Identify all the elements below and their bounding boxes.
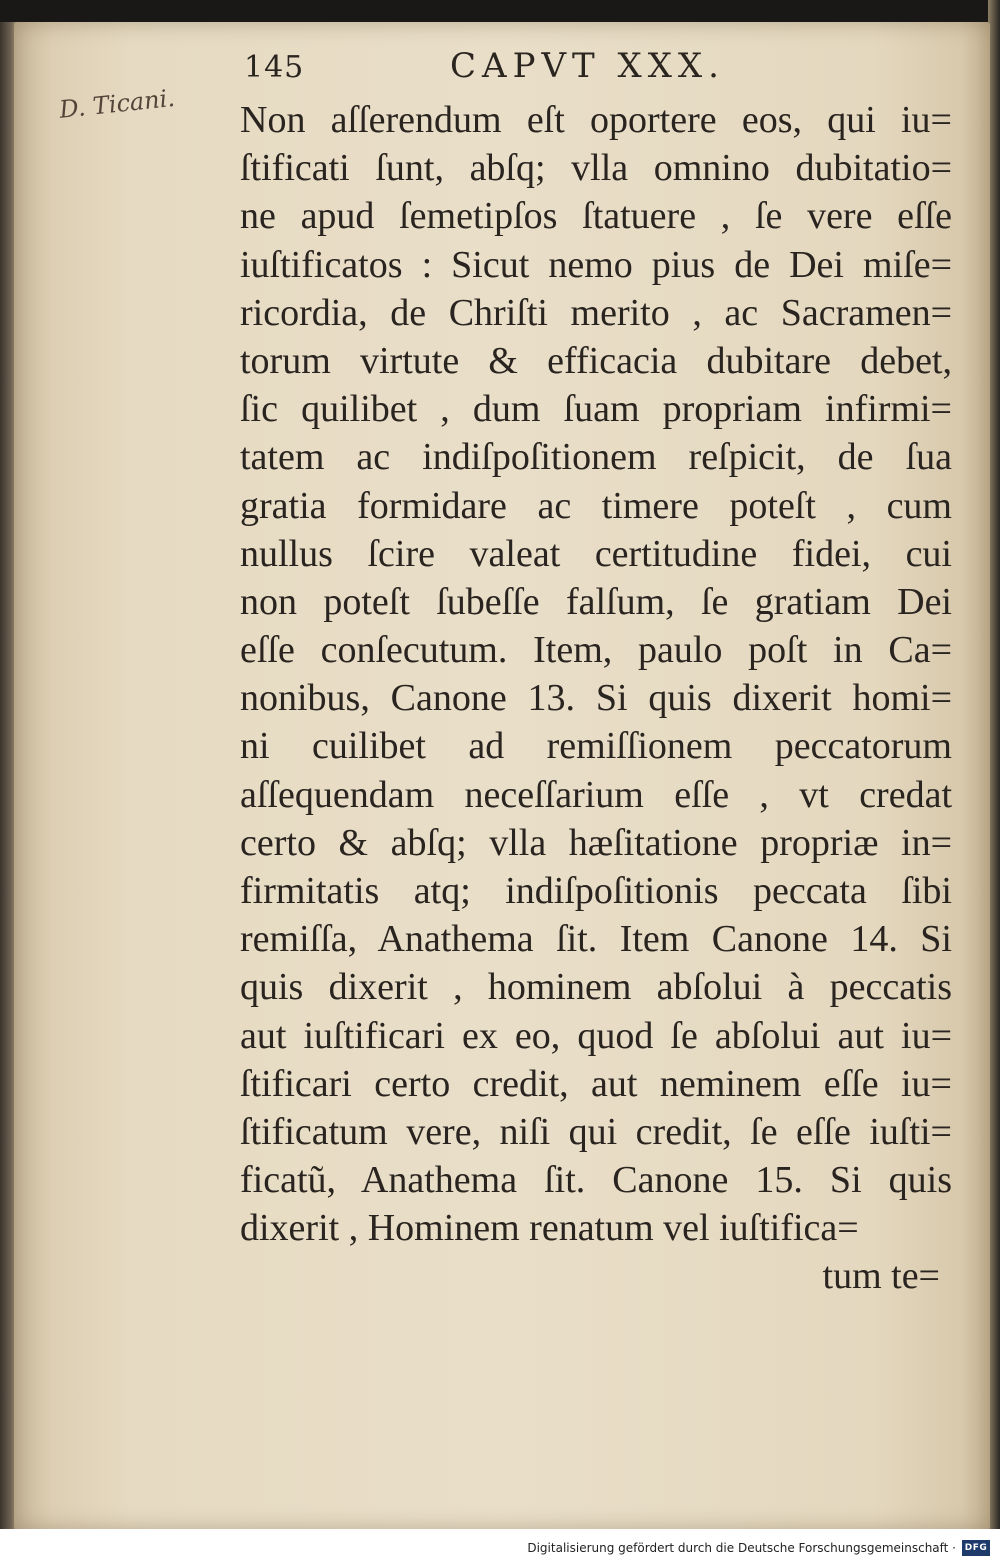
text-line: dixerit , Hominem renatum vel iuſtifica= — [240, 1207, 859, 1250]
text-line: ricordia, de Chriſti merito , ac Sacramen= — [240, 291, 952, 334]
page-number: 145 — [244, 50, 305, 85]
text-line: gratia formidare ac timere poteſt , cum — [240, 484, 952, 527]
text-line: certo & abſq; vlla hæſitatione propriæ in= — [240, 821, 952, 864]
text-line: aſſequendam neceſſarium eſſe , vt credat — [240, 773, 952, 816]
running-head: CAPVT XXX. — [450, 46, 725, 86]
text-line: ſtificatum vere, niſi qui credit, ſe eſſe iuſti= — [240, 1110, 952, 1153]
text-line: tatem ac indiſpoſitionem reſpicit, de ſua — [240, 436, 952, 479]
text-line: torum virtute & efficacia dubitare debet, — [240, 339, 952, 382]
handwritten-marginal-note: D. Ticani. — [58, 83, 177, 124]
body-text — [240, 96, 952, 1253]
page-header — [232, 44, 792, 94]
text-line: iuſtificatos : Sicut nemo pius de Dei miſe= — [240, 243, 952, 286]
text-line: ficatũ, Anathema ſit. Canone 15. Si quis — [240, 1159, 952, 1202]
text-line: nullus ſcire valeat certitudine fidei, cui — [240, 532, 952, 575]
text-line: ſic quilibet , dum ſuam propriam infirmi= — [240, 388, 952, 431]
text-line: ſtificati ſunt, abſq; vlla omnino dubitatio= — [240, 147, 952, 190]
text-line: remiſſa, Anathema ſit. Item Canone 14. Si — [240, 918, 952, 961]
catchword: tum te= — [822, 1255, 940, 1297]
digitization-footer — [0, 1529, 1000, 1563]
text-line: aut iuſtificari ex eo, quod ſe abſolui aut iu= — [240, 1014, 952, 1057]
text-line: ne apud ſemetipſos ſtatuere , ſe vere eſſe — [240, 195, 952, 238]
text-line: quis dixerit , hominem abſolui à peccatis — [240, 966, 952, 1009]
text-line: ſtificari certo credit, aut neminem eſſe iu= — [240, 1062, 952, 1105]
text-line: non poteſt ſubeſſe falſum, ſe gratiam Dei — [240, 580, 952, 623]
text-line: eſſe conſecutum. Item, paulo poſt in Ca= — [240, 629, 952, 672]
text-line: ni cuilibet ad remiſſionem peccatorum — [240, 725, 952, 768]
text-line: firmitatis atq; indiſpoſitionis peccata ſibi — [240, 870, 952, 912]
text-line: Non aſſerendum eſt oportere eos, qui iu= — [240, 99, 952, 141]
text-line: nonibus, Canone 13. Si quis dixerit homi= — [240, 677, 952, 720]
funding-credit: Digitalisierung gefördert durch die Deutsche Forschungsgemeinschaft · — [527, 1541, 956, 1555]
dfg-logo: DFG — [962, 1540, 990, 1556]
